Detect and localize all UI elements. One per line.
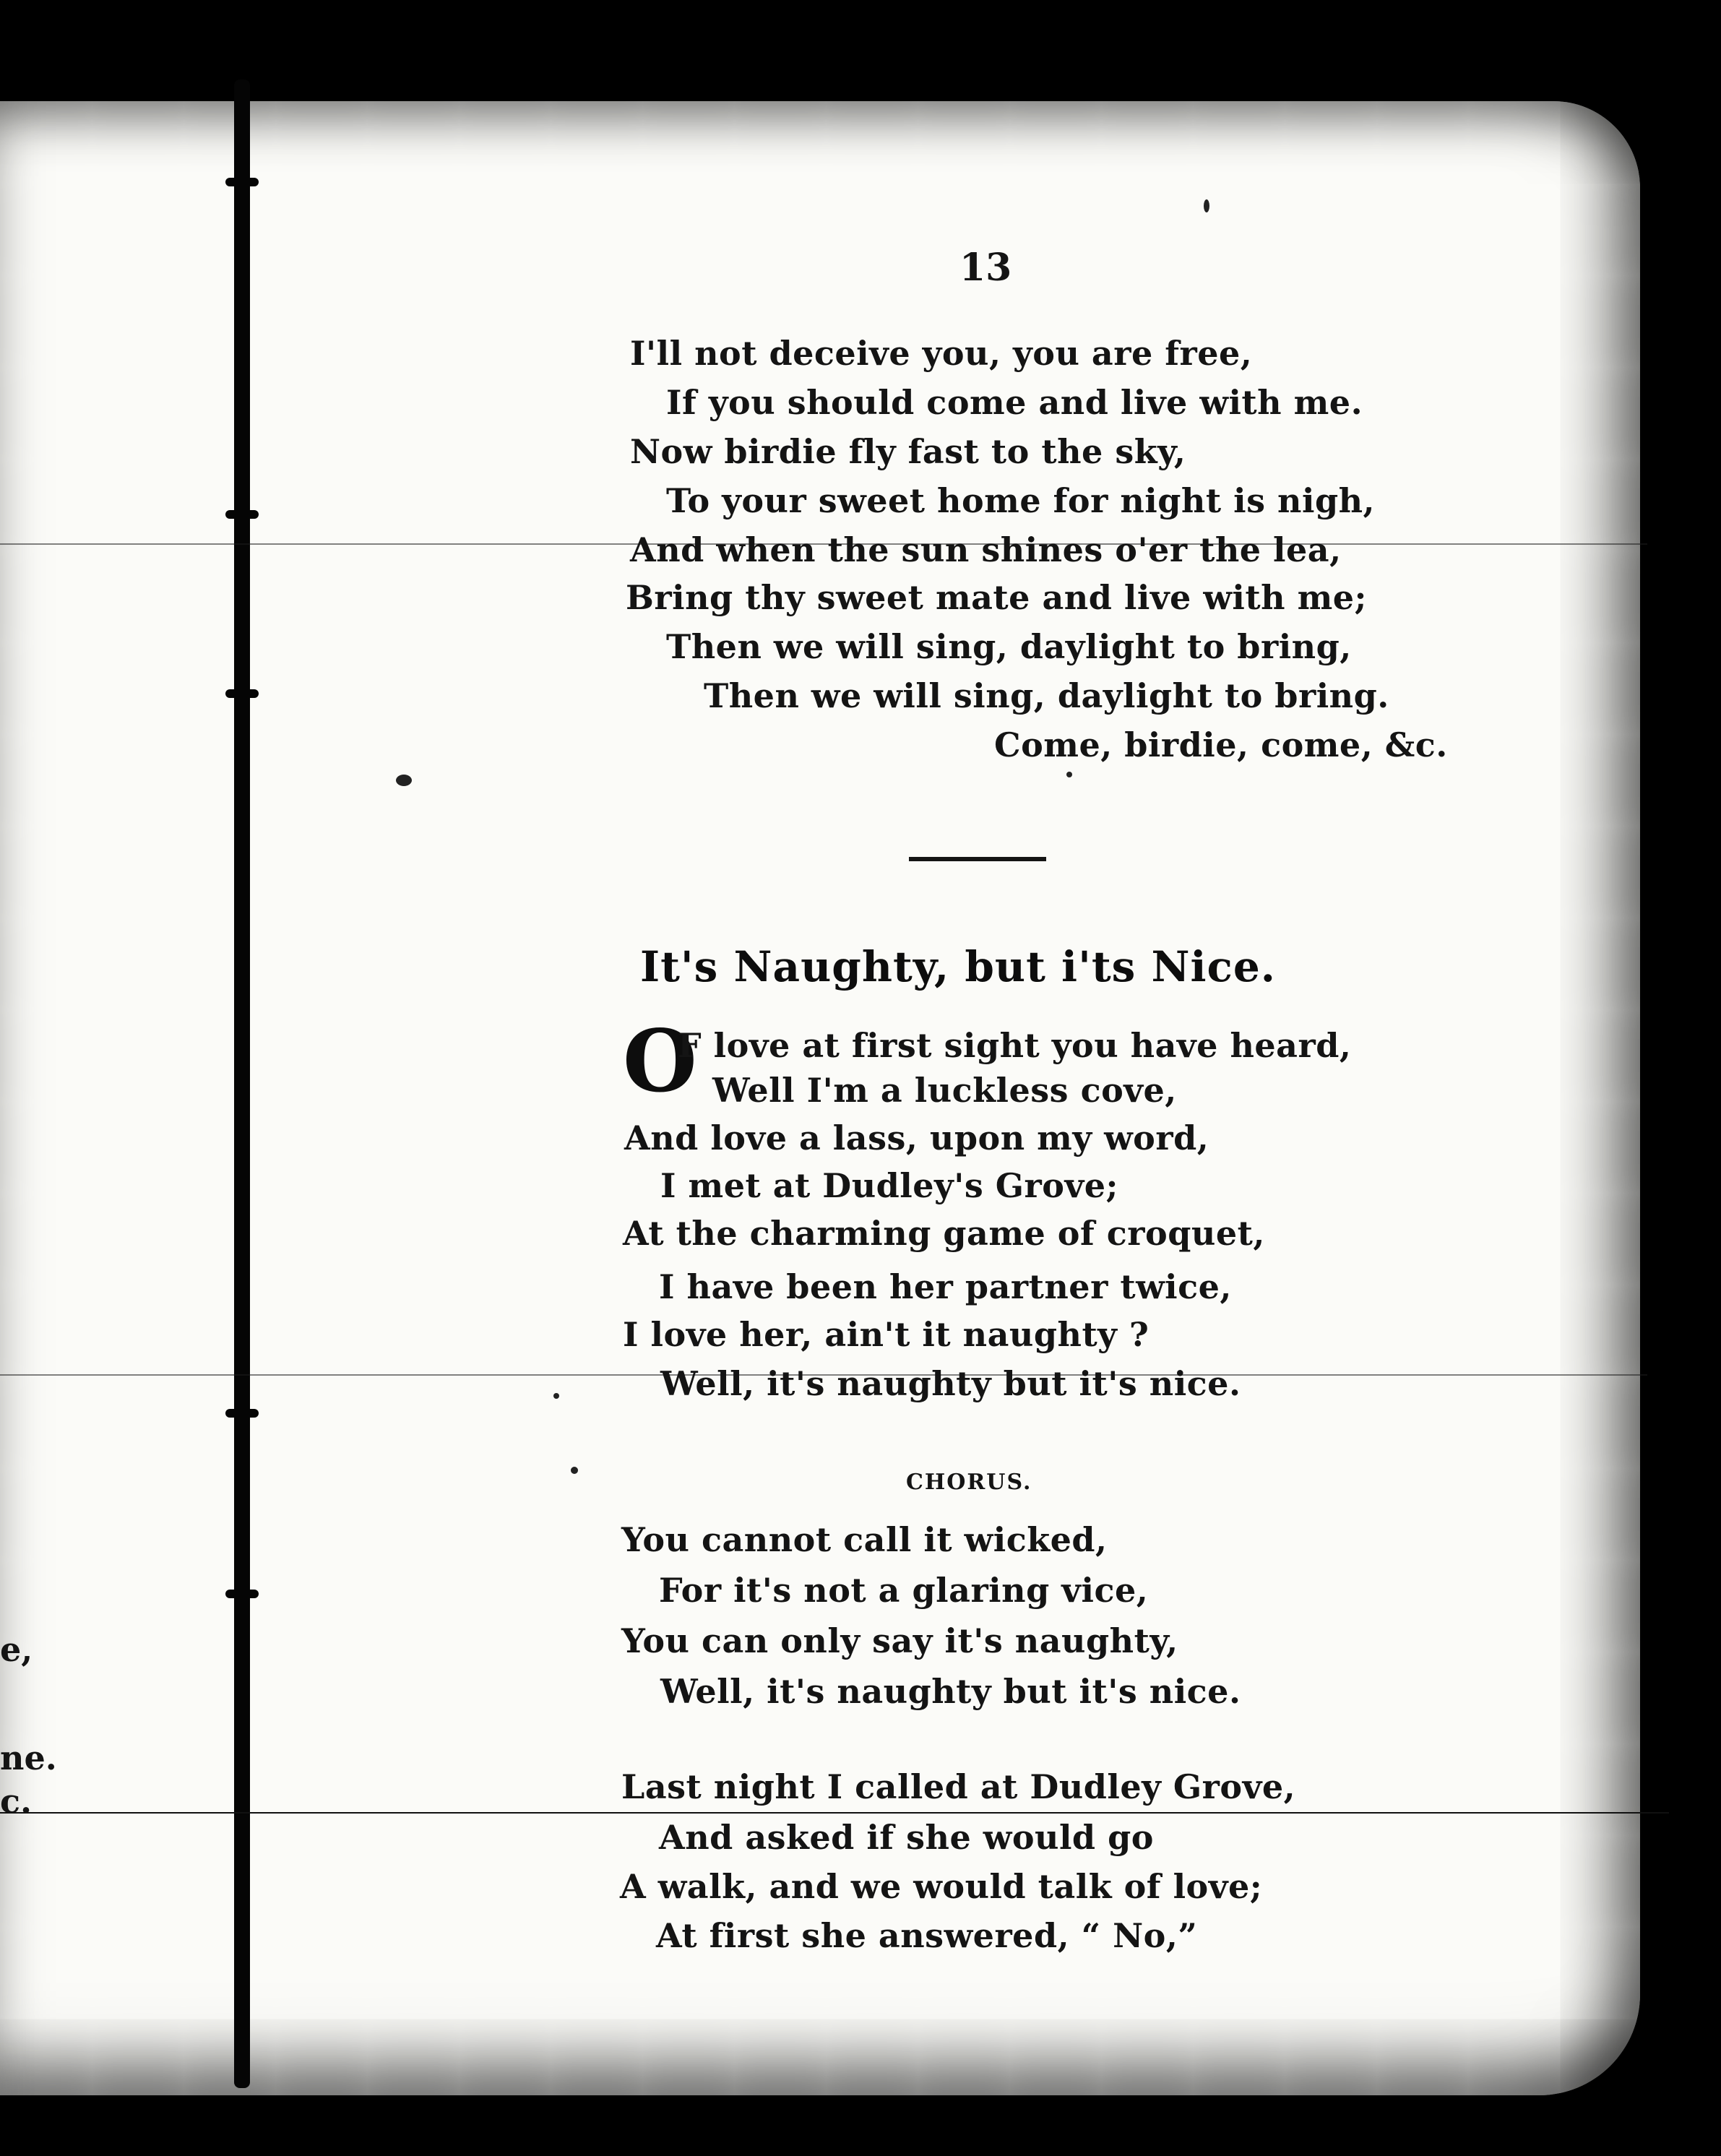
chorus-label: CHORUS. (906, 1470, 1032, 1495)
left-page-fragment: e, (0, 1630, 33, 1669)
continuation-line: Now birdie fly fast to the sky, (630, 432, 1186, 471)
song-title: It's Naughty, but i'ts Nice. (640, 942, 1276, 991)
left-page-fragment: c. (0, 1782, 33, 1821)
chorus-line: You cannot call it wicked, (621, 1520, 1108, 1559)
ink-speck (553, 1393, 559, 1399)
book-spine (234, 79, 250, 2088)
ink-speck (1204, 199, 1209, 212)
left-page-fragment: ne. (0, 1738, 57, 1777)
verse-line: Well I'm a luckless cove, (712, 1071, 1177, 1110)
verse-line: At first she answered, “ No,” (656, 1916, 1198, 1955)
spine-stitch (225, 178, 259, 186)
continuation-line: Come, birdie, come, &c. (994, 725, 1448, 764)
verse-line: F love at first sight you have heard, (678, 1026, 1352, 1065)
continuation-line: To your sweet home for night is nigh, (666, 481, 1376, 520)
verse-line: And love a lass, upon my word, (624, 1118, 1209, 1157)
continuation-line: If you should come and live with me. (666, 383, 1363, 422)
section-divider (909, 857, 1046, 861)
ink-speck (396, 775, 412, 786)
verse-line: A walk, and we would talk of love; (620, 1867, 1263, 1906)
verse-line: Last night I called at Dudley Grove, (621, 1767, 1296, 1806)
continuation-line: I'll not deceive you, you are free, (630, 334, 1253, 373)
chorus-line: You can only say it's naughty, (621, 1621, 1178, 1660)
page-number: 13 (959, 246, 1012, 290)
continuation-line: Bring thy sweet mate and live with me; (626, 578, 1368, 617)
spine-stitch (225, 1409, 259, 1418)
spine-stitch (225, 510, 259, 519)
verse-line: Well, it's naughty but it's nice. (660, 1364, 1241, 1403)
drop-cap: O (623, 1011, 697, 1111)
ink-speck (1066, 772, 1072, 777)
chorus-line: Well, it's naughty but it's nice. (660, 1672, 1241, 1711)
spine-stitch (225, 1590, 259, 1598)
verse-line: I met at Dudley's Grove; (660, 1166, 1118, 1205)
chorus-line: For it's not a glaring vice, (659, 1571, 1149, 1610)
scan-artifact-line (0, 1812, 1669, 1814)
verse-line: At the charming game of croquet, (623, 1214, 1265, 1253)
spine-stitch (225, 689, 259, 698)
continuation-line: Then we will sing, daylight to bring, (666, 627, 1352, 666)
ink-speck (571, 1467, 578, 1474)
verse-line: I have been her partner twice, (659, 1267, 1232, 1306)
continuation-line: Then we will sing, daylight to bring. (704, 676, 1389, 715)
verse-line: I love her, ain't it naughty ? (623, 1315, 1150, 1354)
continuation-line: And when the sun shines o'er the lea, (630, 530, 1342, 569)
verse-line: And asked if she would go (659, 1818, 1154, 1857)
